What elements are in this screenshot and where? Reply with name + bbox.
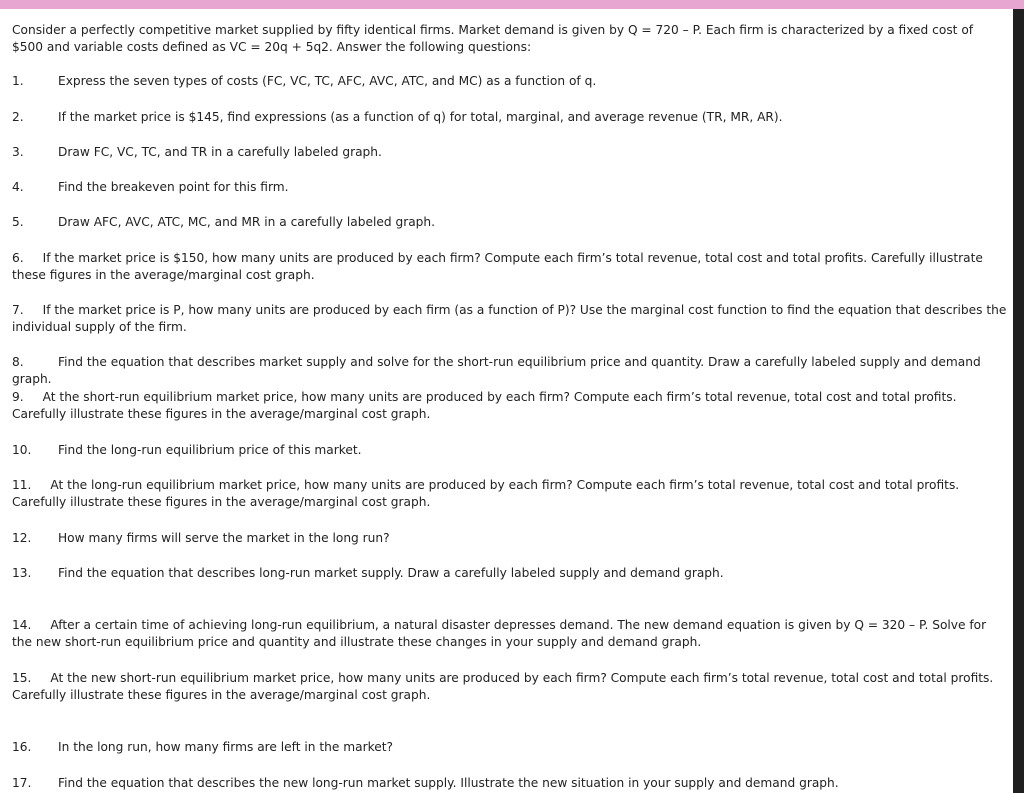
question-text: If the market price is P, how many units are produced by each firm (as a function of P)? Use the marginal cost function to find the equation that describes the individual supply of the firm.: [12, 303, 1007, 334]
question-text: If the market price is $145, find expressions (as a function of q) for total, marginal, and average revenue (TR, MR, AR).: [58, 110, 783, 124]
question-text: At the new short-run equilibrium market price, how many units are produced by each firm? Compute each firm’s total revenue, total cost and total profits. Carefully illustrate these figures in the average/marginal cost graph.: [12, 671, 994, 702]
question-text: After a certain time of achieving long-run equilibrium, a natural disaster depresses demand. The new demand equation is given by Q = 320 – P. Solve for the new short-run equilibrium price and quantity and illustrate these changes in your supply and demand graph.: [12, 618, 987, 649]
question-number: 9.: [12, 390, 24, 404]
question-text: In the long run, how many firms are left in the market?: [58, 740, 393, 754]
question-9: [12, 389, 1007, 423]
question-14: [12, 617, 1007, 651]
question-2: [12, 109, 1007, 126]
question-number: 11.: [12, 478, 32, 492]
question-number: 3.: [12, 145, 24, 159]
question-text: Draw FC, VC, TC, and TR in a carefully labeled graph.: [58, 145, 382, 159]
question-text: Find the equation that describes market supply and solve for the short-run equilibrium price and quantity. Draw a carefully labeled supply and demand graph.: [12, 355, 981, 386]
question-number: 12.: [12, 531, 32, 545]
question-number: 1.: [12, 74, 24, 88]
question-7: [12, 302, 1007, 336]
question-number: 16.: [12, 740, 32, 754]
question-text: At the short-run equilibrium market price, how many units are produced by each firm? Compute each firm’s total revenue, total cost and total profits. Carefully illustrate these figures in the average/marginal cost graph.: [12, 390, 957, 421]
question-number: 15.: [12, 671, 32, 685]
question-5: [12, 214, 1007, 231]
question-text: If the market price is $150, how many units are produced by each firm? Compute each firm’s total revenue, total cost and total profits. Carefully illustrate these figures in the average/marginal cost graph.: [12, 251, 983, 282]
question-number: 2.: [12, 110, 24, 124]
question-15: [12, 670, 1007, 704]
scrollbar-gutter[interactable]: [1013, 9, 1024, 793]
question-text: Find the breakeven point for this firm.: [58, 180, 289, 194]
question-11: [12, 477, 1007, 511]
question-17: [12, 775, 1007, 792]
question-text: How many firms will serve the market in the long run?: [58, 531, 390, 545]
top-accent-bar: [0, 0, 1024, 9]
question-13: [12, 565, 1007, 582]
question-text: Draw AFC, AVC, ATC, MC, and MR in a carefully labeled graph.: [58, 215, 436, 229]
question-number: 4.: [12, 180, 24, 194]
question-16: [12, 739, 1007, 756]
question-1: [12, 73, 1007, 90]
question-number: 14.: [12, 618, 32, 632]
question-number: 6.: [12, 251, 24, 265]
question-number: 10.: [12, 443, 32, 457]
question-number: 7.: [12, 303, 24, 317]
question-number: 17.: [12, 776, 32, 790]
question-12: [12, 530, 1007, 547]
question-text: At the long-run equilibrium market price, how many units are produced by each firm? Compute each firm’s total revenue, total cost and total profits. Carefully illustrate these figures in the average/marginal cost graph.: [12, 478, 960, 509]
question-4: [12, 179, 1007, 196]
question-8: [12, 354, 1007, 388]
question-number: 13.: [12, 566, 32, 580]
question-3: [12, 144, 1007, 161]
question-text: Find the long-run equilibrium price of this market.: [58, 443, 362, 457]
question-text: Find the equation that describes long-run market supply. Draw a carefully labeled supply and demand graph.: [58, 566, 724, 580]
question-text: Express the seven types of costs (FC, VC, TC, AFC, AVC, ATC, and MC) as a function of q.: [58, 74, 597, 88]
question-text: Find the equation that describes the new long-run market supply. Illustrate the new situation in your supply and demand graph.: [58, 776, 839, 790]
question-6: [12, 250, 1007, 284]
question-number: 8.: [12, 355, 24, 369]
document-page: [0, 9, 1013, 793]
problem-intro: Consider a perfectly competitive market supplied by fifty identical firms. Market demand is given by Q = 720 – P. Each firm is characterized by a fixed cost of $500 and variable costs defined as VC = 20q + 5q2. Answer the following questions:: [12, 23, 974, 54]
question-10: [12, 442, 1007, 459]
question-number: 5.: [12, 215, 24, 229]
